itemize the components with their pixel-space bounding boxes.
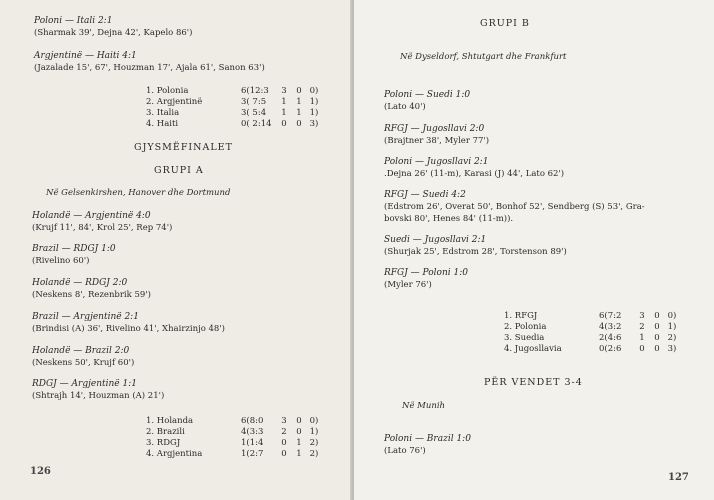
standings-team: 2. Polonia bbox=[504, 322, 547, 332]
match-goals: .Dejna 26' (11-m), Karasi (J) 44', Lato 62') bbox=[384, 169, 565, 179]
match-title: Poloni — Jugosllavi 2:1 bbox=[384, 157, 489, 167]
standings-row bbox=[146, 438, 323, 449]
match-title: RDGJ — Argjentinë 1:1 bbox=[32, 379, 137, 389]
standings-row bbox=[146, 119, 323, 130]
venue-line: Në Dyseldorf, Shtutgart dhe Frankfurt bbox=[400, 52, 567, 62]
standings-draws: 0 bbox=[654, 333, 660, 343]
match-goals: (Rivelino 60') bbox=[32, 256, 90, 266]
match-title: RFGJ — Suedi 4:2 bbox=[384, 190, 466, 200]
standings-team: 2. Argjentinë bbox=[146, 97, 203, 107]
standings-team: 3. Italia bbox=[146, 108, 180, 118]
standings-row bbox=[146, 449, 323, 460]
left-page bbox=[0, 0, 352, 500]
standings-row bbox=[146, 427, 323, 438]
standings-draws: 0 bbox=[296, 119, 302, 129]
standings-team: 4. Jugosllavia bbox=[504, 344, 562, 354]
match-goals: (Neskens 8', Rezenbrik 59') bbox=[32, 290, 151, 300]
standings-losses: 2) bbox=[667, 333, 677, 343]
match-title: Poloni — Suedi 1:0 bbox=[384, 90, 471, 100]
match-goals: (Edstrom 26', Overat 50', Bonhof 52', Sendberg (S) 53', Gra- bbox=[384, 202, 645, 212]
standings-points: 0(2:6 bbox=[599, 344, 622, 354]
match-title: Holandë — Argjentinë 4:0 bbox=[32, 211, 151, 221]
match-goals: (Sharmak 39', Dejna 42', Kapelo 86') bbox=[34, 28, 193, 38]
standings-table bbox=[504, 311, 681, 355]
standings-draws: 0 bbox=[654, 311, 660, 321]
match-goals-continued: bovski 80', Henes 84' (11-m)). bbox=[384, 214, 514, 224]
standings-draws: 0 bbox=[296, 427, 302, 437]
standings-points: 0( 2:14 bbox=[241, 119, 272, 129]
standings-losses: 1) bbox=[309, 108, 319, 118]
standings-draws: 1 bbox=[296, 108, 302, 118]
match-goals: (Brindisi (A) 36', Rivelino 41', Xhairzinjo 48') bbox=[32, 324, 225, 334]
standings-points: 3( 5:4 bbox=[241, 108, 267, 118]
standings-row bbox=[504, 344, 681, 355]
match-title: Holandë — RDGJ 2:0 bbox=[32, 278, 128, 288]
page-number: 126 bbox=[30, 466, 51, 477]
standings-draws: 0 bbox=[296, 86, 302, 96]
standings-table bbox=[146, 416, 323, 460]
standings-wins: 3 bbox=[281, 416, 287, 426]
standings-points: 2(4:6 bbox=[599, 333, 622, 343]
group-title: GRUPI B bbox=[480, 18, 530, 29]
standings-wins: 3 bbox=[281, 86, 287, 96]
group-title: GRUPI A bbox=[154, 165, 204, 176]
standings-draws: 0 bbox=[654, 322, 660, 332]
standings-wins: 0 bbox=[639, 344, 645, 354]
match-title: Holandë — Brazil 2:0 bbox=[32, 346, 130, 356]
standings-team: 4. Haiti bbox=[146, 119, 179, 129]
standings-row bbox=[504, 333, 681, 344]
standings-row bbox=[146, 108, 323, 119]
standings-points: 1(1:4 bbox=[241, 438, 264, 448]
standings-row bbox=[504, 322, 681, 333]
match-goals: (Krujf 11', 84', Krol 25', Rep 74') bbox=[32, 223, 173, 233]
standings-row bbox=[146, 97, 323, 108]
standings-wins: 0 bbox=[281, 438, 287, 448]
match-goals: (Lato 40') bbox=[384, 102, 426, 112]
section-title: PËR VENDET 3-4 bbox=[484, 377, 583, 388]
standings-points: 4(3:2 bbox=[599, 322, 622, 332]
standings-wins: 0 bbox=[281, 119, 287, 129]
standings-wins: 1 bbox=[281, 108, 287, 118]
standings-losses: 3) bbox=[667, 344, 677, 354]
standings-draws: 0 bbox=[654, 344, 660, 354]
standings-row bbox=[504, 311, 681, 322]
standings-team: 1. Polonia bbox=[146, 86, 189, 96]
match-goals: (Shtrajh 14', Houzman (A) 21') bbox=[32, 391, 165, 401]
standings-team: 3. Suedia bbox=[504, 333, 545, 343]
standings-team: 2. Brazili bbox=[146, 427, 185, 437]
standings-losses: 0) bbox=[667, 311, 677, 321]
standings-wins: 0 bbox=[281, 449, 287, 459]
standings-points: 6(8:0 bbox=[241, 416, 264, 426]
standings-points: 6(12:3 bbox=[241, 86, 269, 96]
section-title: GJYSMËFINALET bbox=[134, 142, 233, 153]
match-title: Poloni — Itali 2:1 bbox=[34, 16, 113, 26]
match-goals: (Neskens 50', Krujf 60') bbox=[32, 358, 135, 368]
standings-losses: 1) bbox=[309, 427, 319, 437]
standings-points: 1(2:7 bbox=[241, 449, 264, 459]
standings-losses: 1) bbox=[309, 97, 319, 107]
standings-wins: 2 bbox=[639, 322, 645, 332]
match-title: RFGJ — Jugosllavi 2:0 bbox=[384, 124, 485, 134]
match-title: Argjentinë — Haiti 4:1 bbox=[34, 51, 137, 61]
standings-wins: 1 bbox=[281, 97, 287, 107]
venue-line: Në Munih bbox=[402, 401, 446, 411]
standings-wins: 3 bbox=[639, 311, 645, 321]
match-goals: (Brajtner 38', Myler 77') bbox=[384, 136, 490, 146]
standings-wins: 1 bbox=[639, 333, 645, 343]
standings-losses: 2) bbox=[309, 438, 319, 448]
standings-losses: 3) bbox=[309, 119, 319, 129]
match-goals: (Myler 76') bbox=[384, 280, 432, 290]
standings-losses: 0) bbox=[309, 416, 319, 426]
page-number: 127 bbox=[668, 472, 689, 483]
standings-team: 3. RDGJ bbox=[146, 438, 181, 448]
match-title: RFGJ — Poloni 1:0 bbox=[384, 268, 468, 278]
match-goals: (Lato 76') bbox=[384, 446, 426, 456]
standings-row bbox=[146, 416, 323, 427]
match-title: Poloni — Brazil 1:0 bbox=[384, 434, 471, 444]
standings-losses: 2) bbox=[309, 449, 319, 459]
standings-losses: 1) bbox=[667, 322, 677, 332]
standings-table-top bbox=[146, 86, 323, 130]
venue-line: Në Gelsenkirshen, Hanover dhe Dortmund bbox=[46, 188, 231, 198]
standings-team: 1. RFGJ bbox=[504, 311, 538, 321]
standings-wins: 2 bbox=[281, 427, 287, 437]
match-goals: (Shurjak 25', Edstrom 28', Torstenson 89') bbox=[384, 247, 567, 257]
standings-draws: 0 bbox=[296, 416, 302, 426]
standings-losses: 0) bbox=[309, 86, 319, 96]
right-page bbox=[354, 0, 714, 500]
match-title: Brazil — RDGJ 1:0 bbox=[32, 244, 116, 254]
match-title: Brazil — Argjentinë 2:1 bbox=[32, 312, 139, 322]
standings-points: 6(7:2 bbox=[599, 311, 622, 321]
match-title: Suedi — Jugosllavi 2:1 bbox=[384, 235, 487, 245]
standings-team: 4. Argjentina bbox=[146, 449, 203, 459]
standings-points: 3( 7:5 bbox=[241, 97, 267, 107]
standings-team: 1. Holanda bbox=[146, 416, 194, 426]
standings-points: 4(3:3 bbox=[241, 427, 264, 437]
standings-row bbox=[146, 86, 323, 97]
standings-draws: 1 bbox=[296, 438, 302, 448]
standings-draws: 1 bbox=[296, 97, 302, 107]
match-goals: (Jazalade 15', 67', Houzman 17', Ajala 61', Sanon 63') bbox=[34, 63, 265, 73]
standings-draws: 1 bbox=[296, 449, 302, 459]
